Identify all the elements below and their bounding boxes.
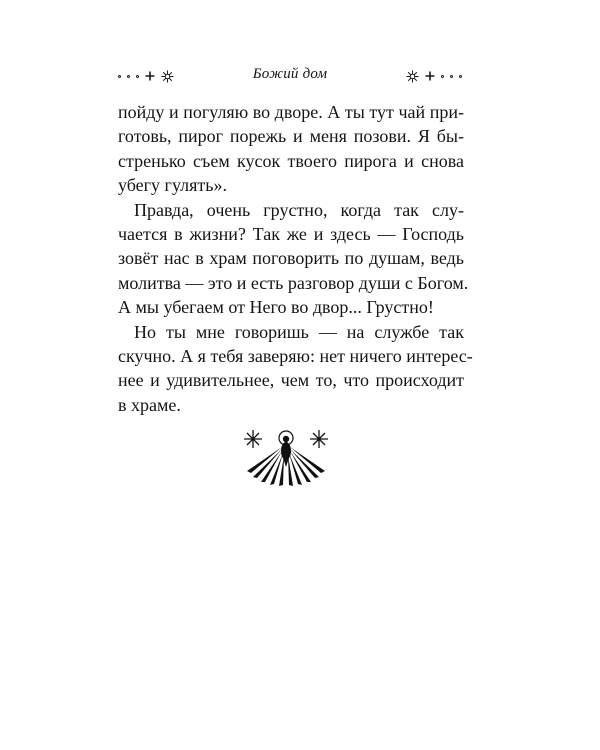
- paragraph-start-line: Но ты мне говоришь — на службе так: [134, 321, 464, 342]
- dot-icon: [441, 75, 444, 78]
- text-line: нее и удивительнее, чем то, что происходит: [118, 370, 464, 391]
- text-line: в храме.: [118, 394, 181, 415]
- paragraph-start-line: Правда, очень грустно, когда так слу-: [134, 199, 464, 220]
- page-running-title: Божий дом: [252, 66, 328, 82]
- text-line: зовёт нас в храм поговорить по душам, ведь: [118, 248, 464, 269]
- text-line: убегу гулять».: [118, 175, 227, 196]
- body-text: [118, 100, 473, 417]
- cross-icon: [425, 71, 435, 81]
- text-line: готовь, пирог порежь и меня позови. Я бы-: [118, 126, 464, 147]
- text-line: пойду и погуляю во дворе. А ты тут чай при-: [118, 102, 464, 122]
- dot-icon: [450, 75, 453, 78]
- text-line: А мы убегаем от Него во двор... Грустно!: [118, 297, 434, 318]
- text-line: стренько съем кусок твоего пирога и снова: [118, 150, 464, 171]
- star-icon: [244, 430, 262, 448]
- dot-icon: [459, 75, 462, 78]
- text-line: молитва — это и есть разговор души с Богом.: [118, 272, 469, 293]
- star-icon: [310, 430, 328, 448]
- dove-with-stars-icon: [243, 427, 329, 487]
- text-line: чается в жизни? Так же и здесь — Господь: [118, 223, 464, 244]
- text-line: скучно. А я тебя заверяю: нет ничего интерес-: [118, 345, 473, 366]
- running-head: [118, 64, 462, 88]
- sunflake-icon: [406, 70, 419, 83]
- header-ornament-right-icon: [406, 64, 462, 88]
